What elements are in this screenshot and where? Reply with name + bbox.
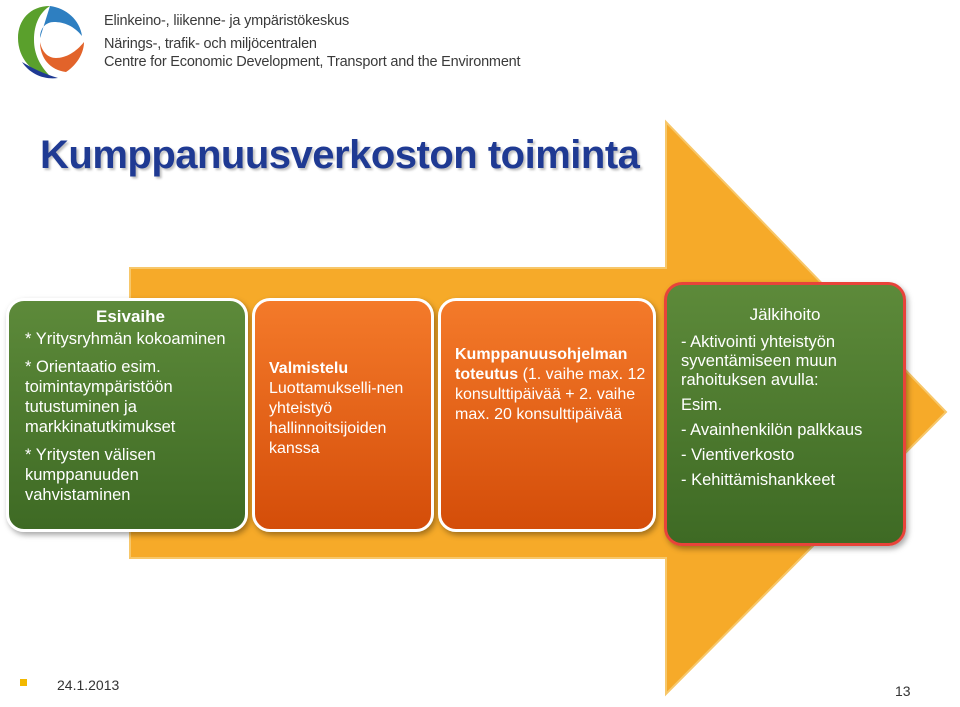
footer-bullet-icon [20,679,27,686]
footer-date: 24.1.2013 [57,677,120,693]
stage-jalkihoito [664,282,906,546]
stage-valmistelu [252,298,434,532]
stage-esivaihe [6,298,248,532]
stage-valmistelu-text [269,359,429,459]
stage-toteutus-text [455,345,655,425]
stage-valmistelu-body: Luottamukselli-nen yhteistyö hallinnoitsijoiden kanssa [269,380,404,457]
list-item: Esim. [681,396,723,414]
stage-toteutus-body: (1. vaihe max. 12 konsulttipäivää + 2. vaihe max. 20 konsulttipäivää [455,366,646,423]
stage-toteutus [438,298,656,532]
stage-jalkihoito-title: Jälkihoito [749,305,821,324]
list-item: - Avainhenkilön palkkaus [681,421,863,439]
stage-jalkihoito-list [681,333,905,496]
stage-toteutus-title: Kumppanuusohjelman toteutus [455,346,628,383]
org-name-en: Centre for Economic Development, Transport and the Environment [104,54,521,70]
stage-esivaihe-title: Esivaihe [96,307,165,326]
list-item: * Orientaatio esim. toimintaympäristöön tutustuminen ja markkinatutkimukset [25,358,176,436]
slide-title: Kumppanuusverkoston toiminta [40,133,640,177]
list-item: - Vientiverkosto [681,446,795,464]
list-item: * Yritysryhmän kokoaminen [25,330,226,348]
org-name-fi: Elinkeino-, liikenne- ja ympäristökeskus [104,13,350,29]
list-item: - Kehittämishankkeet [681,471,836,489]
stage-valmistelu-title: Valmistelu [269,360,349,377]
stage-esivaihe-list [25,329,245,513]
org-name-sv: Närings-, trafik- och miljöcentralen [104,36,317,52]
page-number: 13 [895,683,911,699]
list-item: * Yritysten välisen kumppanuuden vahvistaminen [25,446,156,504]
list-item: - Aktivointi yhteistyön syventämiseen muun rahoituksen avulla: [681,333,837,389]
